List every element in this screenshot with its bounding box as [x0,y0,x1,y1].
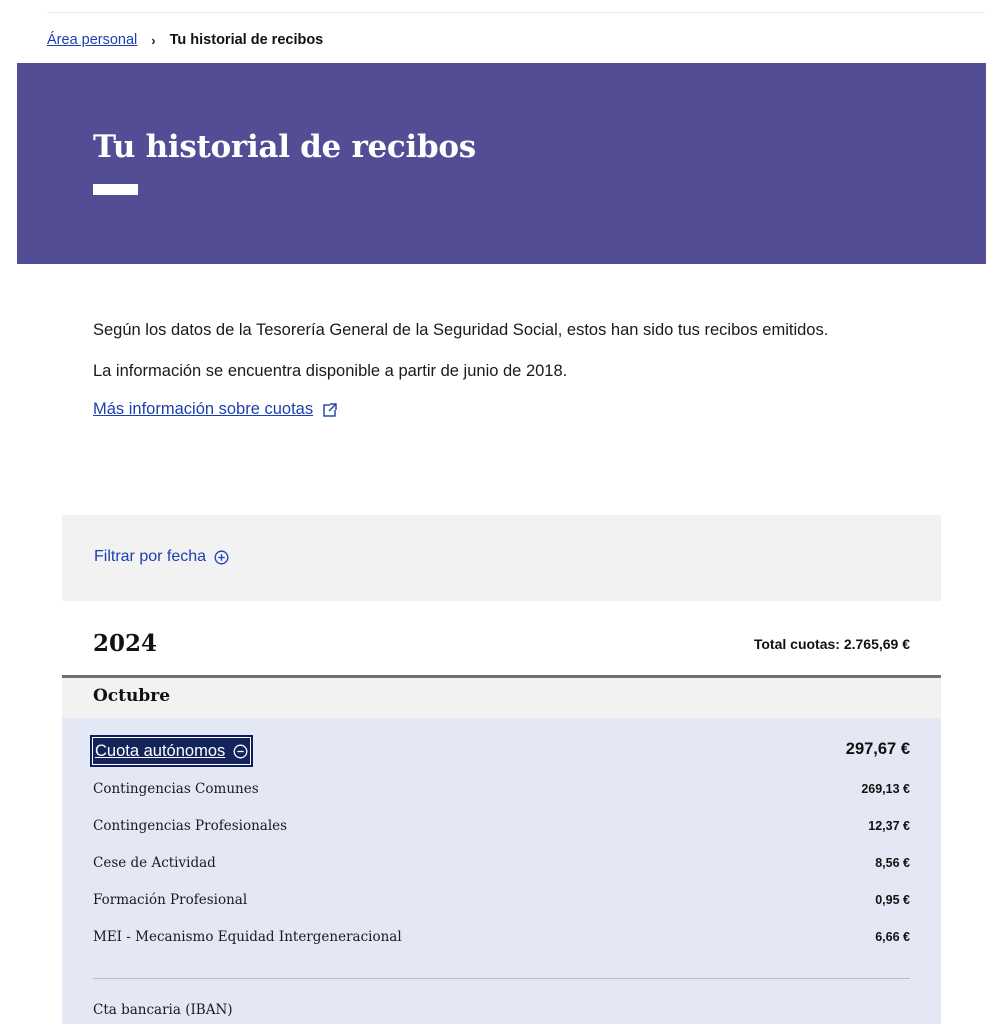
concept-name: Formación Profesional [93,892,248,908]
plus-circle-icon [214,550,229,565]
concept-amount: 8,56 € [875,856,910,870]
quota-autonomos-toggle[interactable] [90,735,253,767]
quota-autonomos-label: Cuota autónomos [95,741,226,760]
list-item [93,892,910,914]
concept-name: Cese de Actividad [93,855,216,871]
list-item [93,855,910,877]
date-filter-panel [62,515,941,601]
concept-amount: 12,37 € [868,819,910,833]
top-divider [47,12,985,13]
year-header [62,620,941,676]
detail-divider [93,978,910,979]
iban-label: Cta bancaria (IBAN) [93,1002,233,1018]
concept-name: Contingencias Profesionales [93,818,288,834]
breadcrumb-link-area-personal[interactable]: Área personal [47,32,138,48]
year-total-quotas: Total cuotas: 2.765,69 € [753,636,910,652]
concept-amount: 6,66 € [875,930,910,944]
page-hero [17,63,986,264]
title-underline-bar [93,184,138,195]
concept-amount: 269,13 € [861,782,910,796]
filter-by-date-button[interactable] [94,548,229,566]
filter-by-date-label: Filtrar por fecha [94,548,207,565]
month-title: Octubre [93,686,171,706]
more-info-link[interactable] [93,400,337,419]
list-item [93,818,910,840]
intro-text-1: Según los datos de la Tesorería General de la Seguridad Social, estos han sido tus recibos emitidos. [93,321,829,339]
list-item [93,929,910,951]
minus-circle-icon [233,744,248,759]
breadcrumb [47,30,323,50]
intro-text-2: La información se encuentra disponible a partir de junio de 2018. [93,362,568,380]
receipt-detail [62,718,941,1024]
concept-name: Contingencias Comunes [93,781,259,797]
concept-amount: 0,95 € [875,893,910,907]
intro-section [93,318,828,419]
more-info-link-label: Más información sobre cuotas [93,400,314,418]
year-title: 2024 [93,630,158,657]
list-item [93,781,910,803]
chevron-right-icon: › [151,32,156,48]
quota-autonomos-amount: 297,67 € [845,740,910,758]
external-link-icon [323,403,337,417]
concept-name: MEI - Mecanismo Equidad Intergeneracional [93,929,402,945]
page-title: Tu historial de recibos [93,129,476,165]
breadcrumb-current: Tu historial de recibos [169,32,324,48]
month-header [62,678,941,718]
